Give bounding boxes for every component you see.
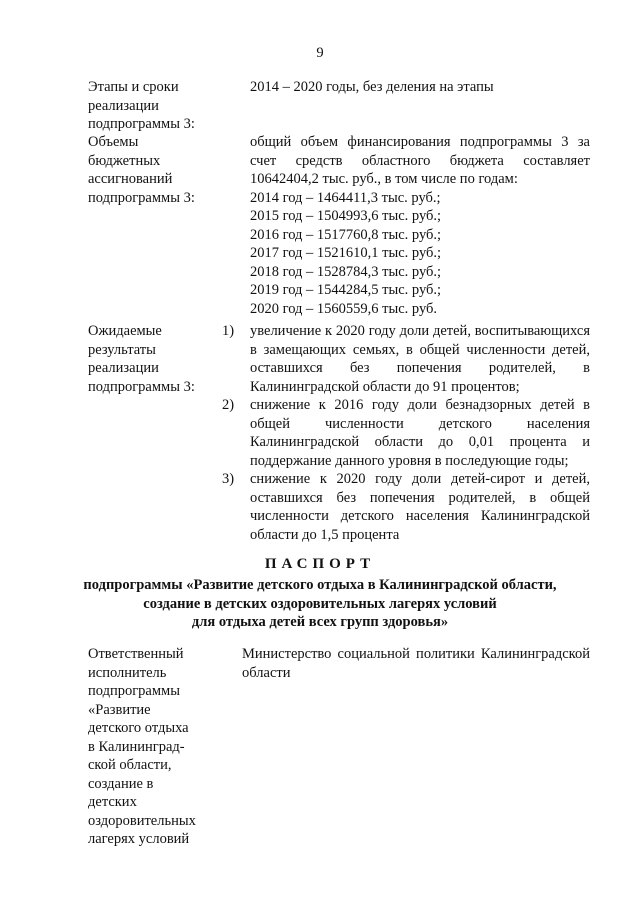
- stages-value: 2014 – 2020 годы, без деления на этапы: [250, 79, 494, 95]
- label-line: реализации: [88, 97, 159, 114]
- list-item-text: снижение к 2020 году доли детей-сирот и детей, оставшихся без попечения родителей, в общей численности детского населения Калининградской области до 1,5 процента: [250, 471, 590, 543]
- label-line: исполнитель: [88, 664, 167, 681]
- label-line: подпрограммы 3:: [88, 116, 195, 132]
- list-item-number: 1): [222, 323, 235, 339]
- responsible-value: Министерство социальной политики Калининградской области: [242, 646, 590, 681]
- budget-value: [250, 133, 590, 318]
- list-item-text: увеличение к 2020 году доли детей, воспитывающихся в замещающих семьях, в общей численности детей, оставшихся без попечения родителей, в Калининградской области до 91 процентов;: [250, 323, 590, 395]
- subtitle-line: для отдыха детей всех групп здоровья»: [191, 614, 449, 630]
- label-line: лагерях условий: [88, 831, 190, 847]
- label-line: Объемы: [88, 134, 139, 150]
- label-line: подпрограммы 3:: [88, 378, 195, 395]
- passport-title: ПАСПОРТ: [264, 556, 376, 572]
- budget-year: 2017 год – 1521610,1 тыс. руб.;: [250, 245, 442, 261]
- label-line: ской области,: [88, 757, 172, 773]
- label-line: создание в: [88, 775, 154, 792]
- label-line: подпрограммы: [88, 683, 180, 699]
- subtitle-line: создание в детских оздоровительных лагерях условий: [143, 595, 497, 612]
- budget-year: 2016 год – 1517760,8 тыс. руб.;: [250, 226, 442, 243]
- label-line: бюджетных: [88, 152, 161, 169]
- responsible-label: [88, 645, 213, 849]
- label-line: детских: [88, 794, 137, 810]
- label-line: подпрограммы 3:: [88, 189, 195, 206]
- label-line: оздоровительных: [88, 812, 196, 829]
- label-line: «Развитие: [88, 701, 151, 718]
- label-line: в Калининград-: [88, 738, 185, 755]
- label-line: реализации: [88, 360, 159, 376]
- label-line: Ожидаемые: [88, 323, 162, 339]
- list-item: [222, 470, 590, 544]
- subtitle-line: подпрограммы «Развитие детского отдыха в Калининградской области,: [83, 577, 557, 593]
- page-number: 9: [316, 45, 324, 61]
- list-item: [222, 322, 590, 396]
- results-label: [88, 322, 223, 396]
- budget-label: [88, 133, 223, 207]
- budget-year: 2020 год – 1560559,6 тыс. руб.: [250, 300, 438, 317]
- label-line: Ответственный: [88, 646, 184, 662]
- passport-subtitle: [60, 576, 580, 632]
- budget-year: 2018 год – 1528784,3 тыс. руб.;: [250, 263, 442, 280]
- results-list: [222, 322, 590, 544]
- label-line: Этапы и сроки: [88, 79, 179, 95]
- list-item-text: снижение к 2016 году доли безнадзорных детей в общей численности детского населения Калининградской области до 0,01 процента и поддержание данного уровня в последующие годы;: [250, 397, 590, 469]
- list-item-number: 2): [222, 397, 235, 413]
- budget-year: 2015 год – 1504993,6 тыс. руб.;: [250, 208, 442, 224]
- label-line: ассигнований: [88, 171, 173, 187]
- budget-year: 2019 год – 1544284,5 тыс. руб.;: [250, 282, 442, 298]
- stages-label: [88, 78, 223, 134]
- budget-year: 2014 год – 1464411,3 тыс. руб.;: [250, 189, 441, 206]
- list-item-number: 3): [222, 471, 235, 487]
- list-item: [222, 396, 590, 470]
- label-line: детского отдыха: [88, 720, 189, 736]
- label-line: результаты: [88, 341, 156, 358]
- budget-intro: общий объем финансирования подпрограммы 3 за счет средств областного бюджета составляет 10642404,2 тыс. руб., в том числе по годам:: [250, 134, 590, 187]
